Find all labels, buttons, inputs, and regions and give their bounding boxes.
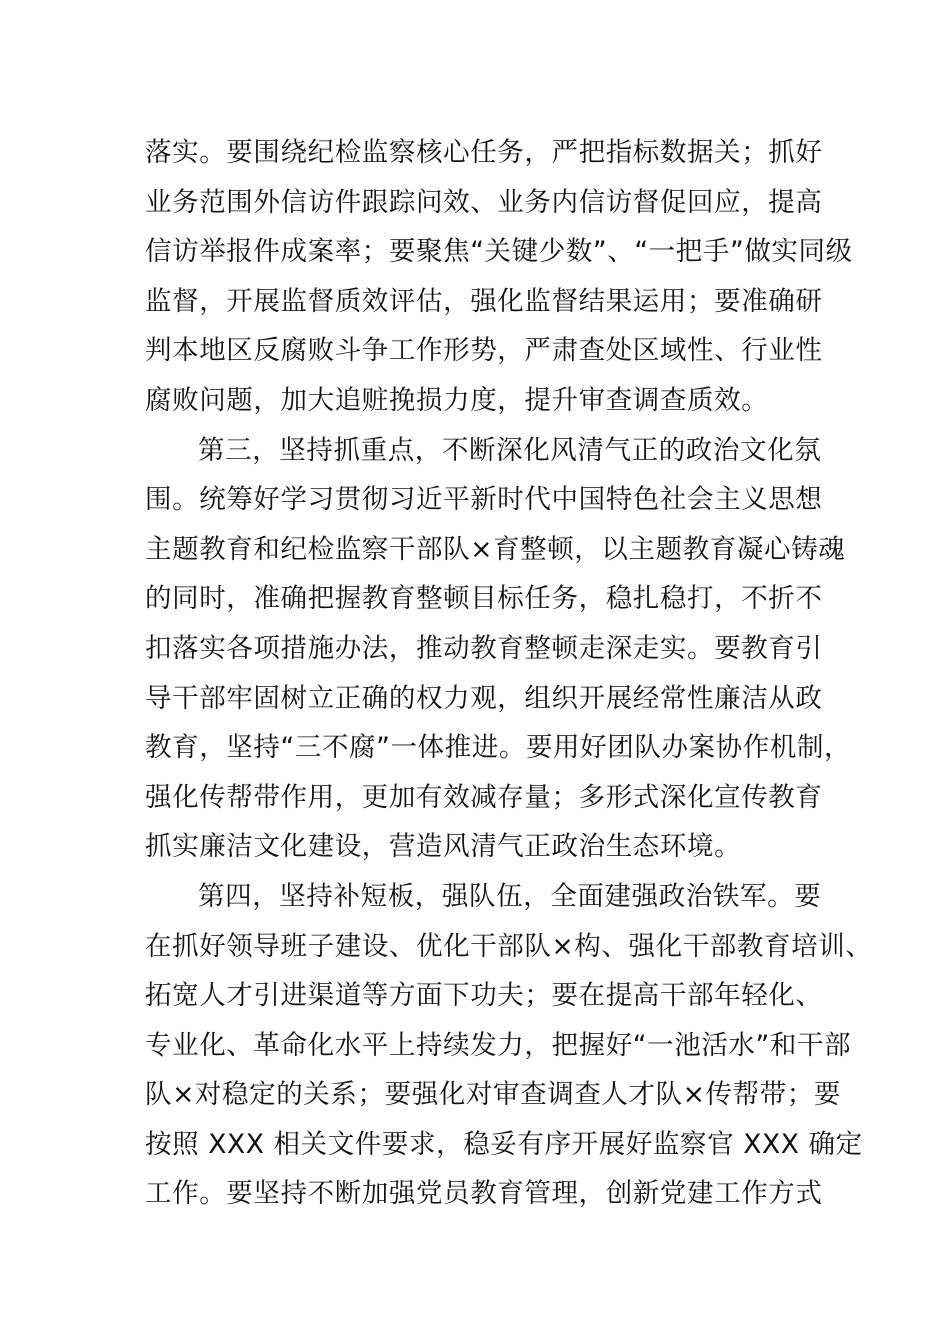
paragraph-first-line: 第三，坚持抓重点，不断深化风清气正的政治文化氛 [198,434,822,466]
text-line: 监督，开展监督质效评估，强化监督结果运用；要准确研 [145,285,823,317]
text-line: 的同时，准确把握教育整顿目标任务，稳扎稳打，不折不 [145,583,823,615]
text-line: 主题教育和纪检监察干部队×育整顿，以主题教育凝心铸魂 [145,533,846,565]
text-line: 业务范围外信访件跟踪问效、业务内信访督促回应，提高 [145,186,823,218]
text-line: 扣落实各项措施办法，推动教育整顿走深走实。要教育引 [145,632,823,664]
text-line: 判本地区反腐败斗争工作形势，严肃查处区域性、行业性 [145,335,823,367]
text-line: 抓实廉洁文化建设，营造风清气正政治生态环境。 [145,831,742,863]
paragraph-first-line: 第四，坚持补短板，强队伍，全面建强政治铁军。要 [198,880,822,912]
text-line: 落实。要围绕纪检监察核心任务，严把指标数据关；抓好 [145,137,823,168]
text-line: 导干部牢固树立正确的权力观，组织开展经常性廉洁从政 [145,682,823,714]
text-line: 工作。要坚持不断加强党员教育管理，创新党建工作方式 [145,1178,823,1210]
text-line: 信访举报件成案率；要聚焦“关键少数”、“一把手”做实同级 [145,236,853,268]
text-line: 教育，坚持“三不腐”一体推进。要用好团队办案协作机制， [145,732,852,764]
body-text [145,128,873,1219]
text-line: 拓宽人才引进渠道等方面下功夫；要在提高干部年轻化、 [145,980,823,1012]
text-line: 队×对稳定的关系；要强化对审查调查人才队×传帮带；要 [145,1079,842,1111]
text-line: 强化传帮带作用，更加有效减存量；多形式深化宣传教育 [145,781,823,813]
text-line: 围。统筹好学习贯彻习近平新时代中国特色社会主义思想 [145,484,823,516]
text-line: 专业化、革命化水平上持续发力，把握好“一池活水”和干部 [145,1029,852,1061]
text-line: 在抓好领导班子建设、优化干部队×构、强化干部教育培训、 [145,930,873,962]
text-line: 按照 XXX 相关文件要求，稳妥有序开展好监察官 XXX 确定 [145,1128,863,1160]
text-line: 腐败问题，加大追赃挽损力度，提升审查调查质效。 [145,384,769,416]
